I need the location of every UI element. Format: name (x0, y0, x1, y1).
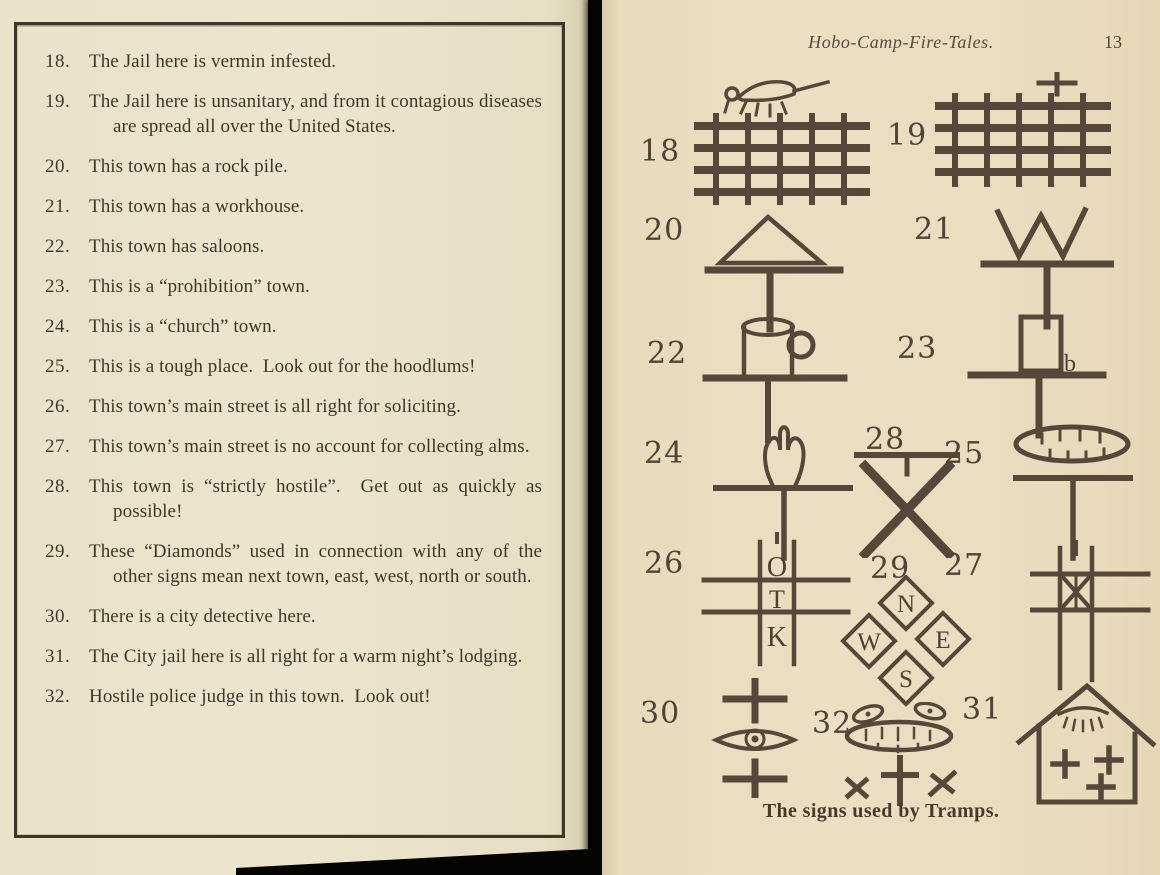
item-text: This is a “church” town. (89, 316, 277, 337)
sign-26 (642, 530, 860, 672)
item-text: This town is “strictly hostile”. Get out as quickly as possible! (89, 476, 542, 522)
item-number: 23. (45, 276, 71, 297)
list-item-28 (45, 474, 542, 524)
city-detective-eye-icon (700, 678, 810, 798)
list-item-24 (45, 314, 542, 339)
sign-21-number: 21 (914, 212, 955, 247)
list-item-30 (45, 604, 542, 629)
item-number: 32. (45, 686, 71, 707)
sign-31 (960, 678, 1160, 808)
sign-25-number: 25 (944, 436, 985, 471)
sign-27 (942, 538, 1157, 698)
sign-18-number: 18 (640, 134, 681, 169)
svg-text:T: T (769, 585, 785, 614)
item-text: This is a “prohibition” town. (89, 276, 310, 297)
sign-18 (638, 76, 876, 216)
svg-text:b: b (1064, 351, 1076, 377)
list-item-29 (45, 539, 542, 589)
svg-text:W: W (857, 629, 881, 656)
item-text: This town has a workhouse. (89, 196, 305, 217)
item-text: This town’s main street is all right for soliciting. (89, 396, 461, 417)
list-item-26 (45, 394, 542, 419)
list-item-23 (45, 274, 542, 299)
svg-text:N: N (896, 591, 916, 618)
list-item-22 (45, 234, 542, 259)
item-text: The Jail here is unsanitary, and from it contagious diseases are spread all over the United States. (89, 91, 542, 137)
list-item-27 (45, 434, 542, 459)
list-item-19 (45, 89, 542, 139)
item-text: There is a city detective here. (89, 606, 316, 627)
svg-text:S: S (899, 666, 913, 693)
item-number: 21. (45, 196, 71, 217)
item-number: 20. (45, 156, 71, 177)
sign-29-number: 29 (870, 551, 911, 586)
sign-27-number: 27 (944, 548, 985, 583)
list-item-25 (45, 354, 542, 379)
item-number: 18. (45, 51, 71, 72)
sign-30-number: 30 (640, 696, 681, 731)
right-page (602, 0, 1160, 875)
sign-19-number: 19 (887, 118, 928, 153)
svg-text:O: O (766, 552, 788, 583)
sign-descriptions-box (14, 22, 565, 838)
running-head: Hobo-Camp-Fire-Tales. (808, 32, 994, 52)
sign-32 (810, 700, 970, 812)
item-text: This town’s main street is no account for collecting alms. (89, 436, 530, 457)
item-text: This town has a rock pile. (89, 156, 288, 177)
soliciting-grid-icon (700, 532, 852, 670)
list-item-32 (45, 684, 542, 709)
item-number: 29. (45, 541, 71, 562)
no-alms-grid-icon (1030, 540, 1152, 695)
page-number: 13 (1104, 32, 1122, 52)
item-text: The Jail here is vermin infested. (89, 51, 337, 72)
sign-32-number: 32 (812, 706, 853, 741)
jail-bars-vermin-icon (692, 76, 872, 210)
jail-lodging-house-icon (1015, 680, 1157, 806)
item-text: This is a tough place. Look out for the hoodlums! (89, 356, 476, 377)
list-item-18 (45, 49, 542, 74)
sign-24-number: 24 (644, 436, 685, 471)
list-item-21 (45, 194, 542, 219)
item-text: These “Diamonds” used in connection with any of the other signs mean next town, east, west, north or south. (89, 541, 542, 587)
item-number: 27. (45, 436, 71, 457)
item-number: 31. (45, 646, 71, 667)
sign-30 (638, 676, 830, 802)
svg-text:E: E (935, 627, 951, 654)
item-number: 22. (45, 236, 71, 257)
item-text: Hostile police judge in this town. Look out! (89, 686, 431, 707)
sign-22-number: 22 (647, 336, 688, 371)
sign-28-number: 28 (865, 422, 906, 457)
sign-31-number: 31 (962, 692, 1003, 727)
item-number: 24. (45, 316, 71, 337)
sign-19 (885, 68, 1115, 198)
sign-23-number: 23 (897, 331, 938, 366)
hostile-judge-icon (838, 702, 964, 806)
svg-text:K: K (766, 622, 788, 653)
item-text: This town has saloons. (89, 236, 265, 257)
sign-26-number: 26 (644, 546, 685, 581)
item-number: 28. (45, 476, 71, 497)
list-item-20 (45, 154, 542, 179)
list-item-31 (45, 644, 542, 669)
item-text: The City jail here is all right for a warm night’s lodging. (89, 646, 523, 667)
item-number: 30. (45, 606, 71, 627)
jail-bars-cross-icon (935, 72, 1113, 194)
item-number: 26. (45, 396, 71, 417)
item-number: 25. (45, 356, 71, 377)
item-number: 19. (45, 91, 71, 112)
sign-20-number: 20 (644, 213, 685, 248)
figure-caption: The signs used by Tramps. (762, 800, 1000, 822)
